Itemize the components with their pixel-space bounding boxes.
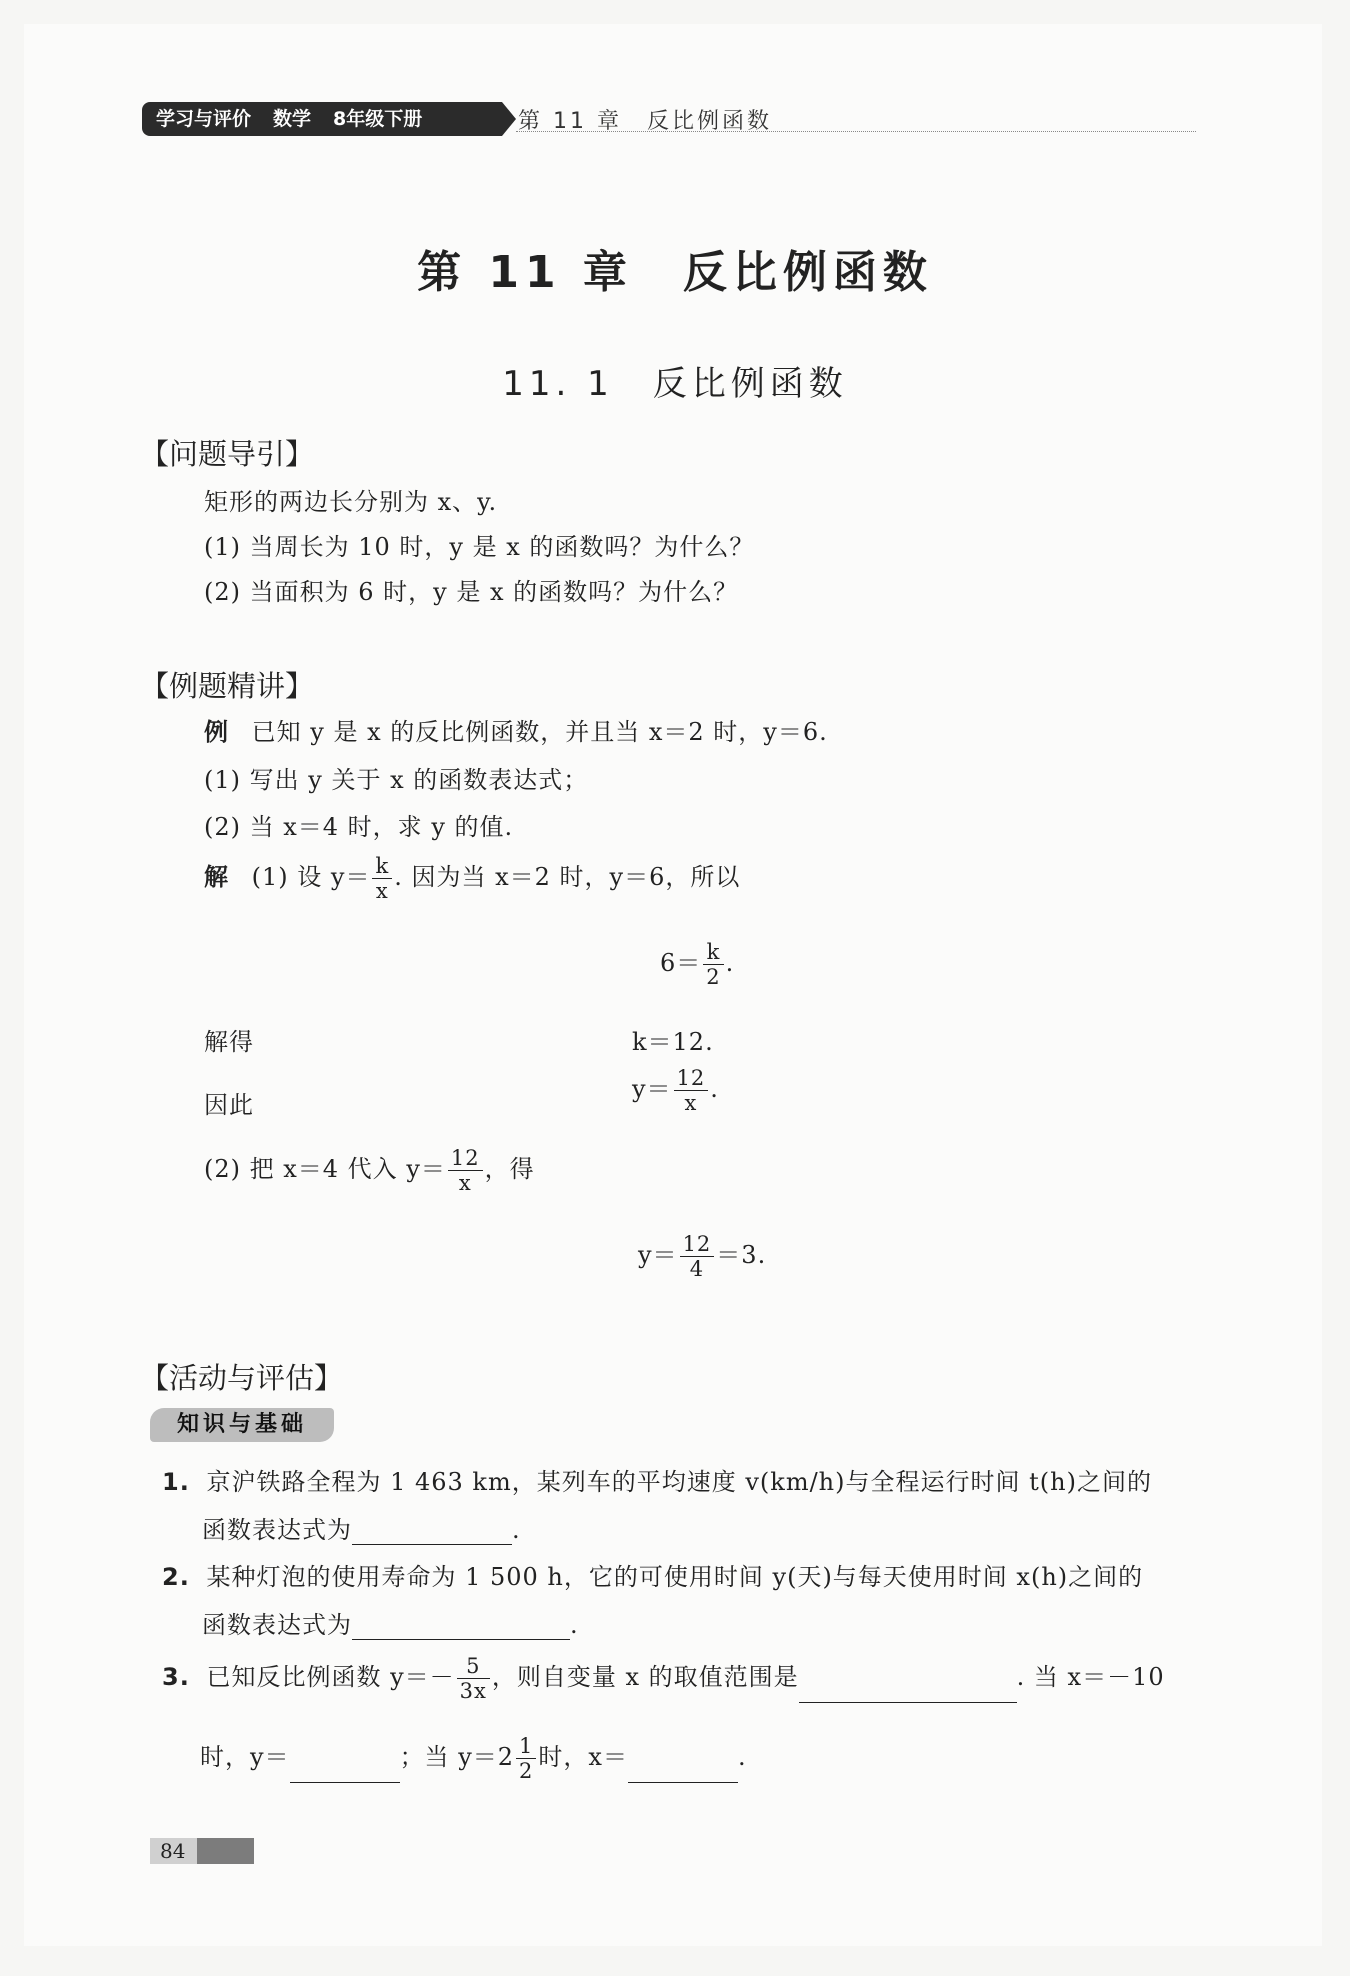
question-2-answer-line: 函数表达式为 . [202,1611,579,1639]
header-chapter: 第 11 章 反比例函数 [518,109,772,134]
question-1: 1. 京沪铁路全程为 1 463 km，某列车的平均速度 v(km/h)与全程运行时间 t(h)之间的 [162,1468,1152,1496]
chapter-title: 第 11 章 反比例函数 [417,247,933,298]
knowledge-basics-badge: 知识与基础 [150,1408,334,1442]
solve-label: 解得 [204,1028,254,1056]
equation-6-eq-k-over-2: 6＝ $\frac{k}{2}$ . [660,940,735,990]
example-heading: 【例题精讲】 [140,669,315,703]
thus-equation: y＝ $\frac{12}{x}$ . [632,1066,719,1116]
solution-1-text-b: . 因为当 x＝2 时，y＝6，所以 [394,863,741,892]
section-title: 11. 1 反比例函数 [502,364,848,404]
mixed-fraction-one-half: $\frac{1}{2}$ [516,1734,536,1783]
book-header-bar [142,102,502,136]
intro-line: 矩形的两边长分别为 x、y. [204,488,498,516]
book-subject: 数学 [273,108,312,130]
question-2: 2. 某种灯泡的使用寿命为 1 500 h，它的可使用时间 y(天)与每天使用时间 x(h)之间的 [162,1563,1144,1591]
answer-blank-1[interactable] [352,1522,512,1545]
solution-part-2: (2) 把 x＝4 代入 y＝ $\frac{12}{x}$ ，得 [204,1146,535,1196]
activity-heading: 【活动与评估】 [140,1361,344,1395]
solution-label: 解 [204,863,229,892]
example-statement: 已知 y 是 x 的反比例函数，并且当 x＝2 时，y＝6. [251,718,828,746]
header-arrow [502,102,516,136]
answer-blank-3a[interactable] [799,1680,1017,1703]
book-grade: 8年级下册 [333,108,423,130]
answer-blank-3c[interactable] [628,1760,738,1783]
solve-equation: k＝12. [632,1028,714,1056]
intro-heading: 【问题导引】 [140,437,315,471]
answer-blank-3b[interactable] [290,1760,400,1783]
answer-blank-2[interactable] [352,1617,570,1640]
final-equation: y＝ $\frac{12}{4}$ ＝3. [638,1232,767,1282]
fraction-k-over-x: $\frac{k}{x}$ [372,854,392,903]
thus-label: 因此 [204,1091,254,1119]
page-number-tab [150,1838,254,1864]
question-1-answer-line: 函数表达式为 . [202,1516,521,1544]
fraction-12-over-x: $\frac{12}{x}$ [674,1066,709,1115]
example-label: 例 [204,718,229,746]
solution-1-text-a: (1) 设 y＝ [251,863,371,892]
fraction-5-over-3x: $\frac{5}{3x}$ [457,1654,490,1703]
question-3: 3. 已知反比例函数 y＝－ $\frac{5}{3x}$ ，则自变量 x 的取值范围是 . 当 x＝－10 [162,1654,1165,1704]
fraction-k-over-2: $\frac{k}{2}$ [703,940,723,989]
fraction-12-over-4: $\frac{12}{4}$ [680,1232,715,1281]
intro-question-1: (1) 当周长为 10 时，y 是 x 的函数吗？为什么？ [204,533,755,561]
example-part-2: (2) 当 x＝4 时，求 y 的值. [204,813,514,841]
page-number: 84 [160,1839,186,1863]
header-divider [516,131,1196,132]
book-series: 学习与评价 [156,108,252,130]
intro-question-2: (2) 当面积为 6 时，y 是 x 的函数吗？为什么？ [204,578,739,606]
example-part-1: (1) 写出 y 关于 x 的函数表达式； [204,766,589,794]
question-3-continued: 时，y＝ ；当 y＝2 $\frac{1}{2}$ 时，x＝ . [200,1734,747,1784]
fraction-12-over-x-2: $\frac{12}{x}$ [448,1146,483,1195]
example-statement-line [204,712,828,747]
solution-part-1 [204,854,740,903]
